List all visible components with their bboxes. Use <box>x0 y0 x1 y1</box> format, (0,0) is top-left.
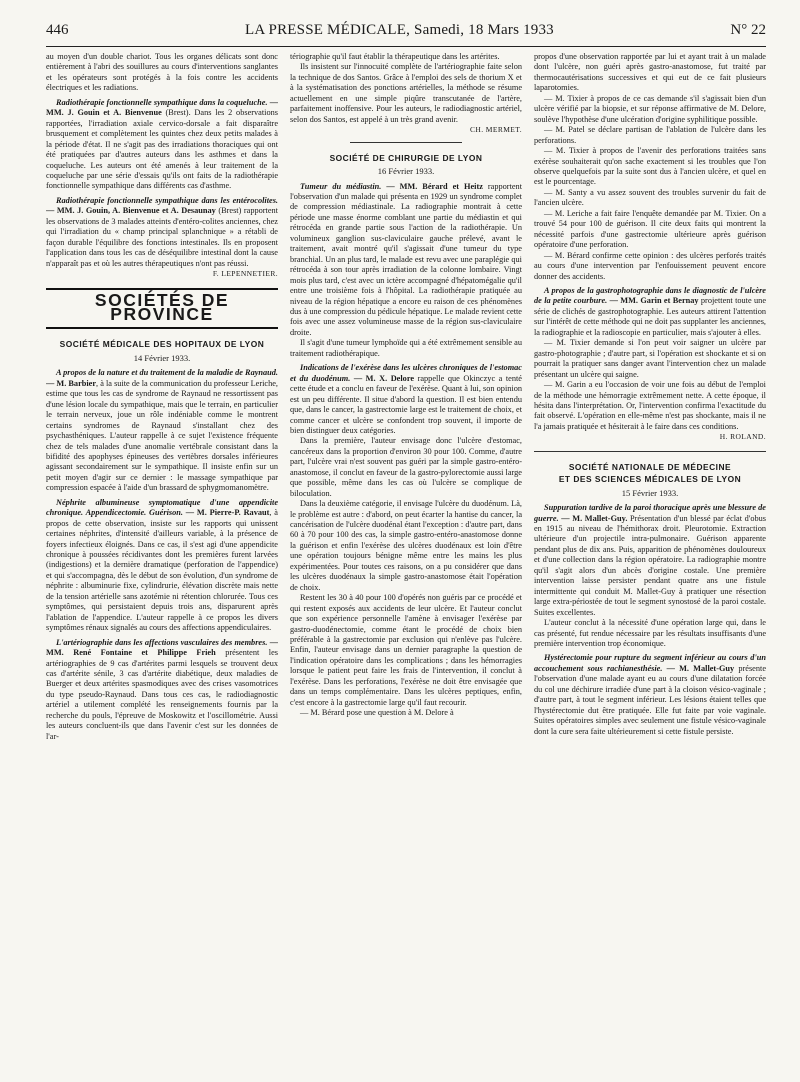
article-authors: — M. Pierre-P. Ravaut <box>182 508 270 518</box>
page-number: 446 <box>46 22 69 38</box>
divider <box>350 142 462 143</box>
paragraph: — M. Bérard confirme cette opinion : des ulcères perforés traités au cours d'une intervention par l'enfouissement peuvent encore donner des accidents. <box>534 250 766 281</box>
article-radiotherapie-enterocolites <box>46 196 278 269</box>
article-authors: — M. Mallet-Guy. <box>558 513 628 523</box>
article-text: projettent toute une série de clichés de gastrophotographie. Les auteurs attirent l'attention sur l'intérêt de cette méthode qui ne doit pas supplanter les anciennes, la radiographie et la radioscopie en particulier, mais s'ajouter à elles. <box>534 296 766 337</box>
header-rule <box>46 46 766 47</box>
signature: H. ROLAND. <box>719 432 766 442</box>
article-title: Néphrite albumineuse symptomatique d'une appendicite chronique. Appendicectomie. Guérison. <box>46 497 278 518</box>
paragraph: — M. Santy a vu assez souvent des troubles survenir du fait de l'ancien ulcère. <box>534 187 766 208</box>
section-title: SOCIÉTÉS DE PROVINCE <box>94 289 230 324</box>
article-text: rapportent l'observation d'un malade qui présenta en 1929 un syndrome complet de compression médiastinale. La radiographie montrait à cette période une masse énorme comblant une partie du médiastin et qui rétrocéda en grande partie sous l'action de la radiothérapie. Un volumineux ganglion sus-claviculaire gauche prélevé, avant le traitement, avait montré qu'il s'agissait d'une tumeur du type branchial. Un an plus tard, le malade est revu avec une paraplégie qui rétrocéda à son tour après irradiation de la colonne lombaire. Vingt mois plus tard, c'est avec un ictère accompagné d'hépatomégalie qu'il entre une troisième fois à l'hôpital. La radiothérapie pratiquée au niveau de la région hépatique a encore eu raison de ces phénomènes dus à une compression du pédicule hépatique. Le malade revient cette fois avec une assez volumineuse masse de la région sus-claviculaire droite. <box>290 181 522 337</box>
paragraph: Dans la première, l'auteur envisage donc l'ulcère d'estomac, cancéreux dans la proportion d'environ 30 pour 100. Comme, d'autre part, l'ulcère vrai n'est souvent pas guéri par la simple gastro-entéro-anastomose, il conclut en faveur de la gastro-pylorectomie aussi large que possible, même dans les cas où l'ulcère se complique de biloculation. <box>290 436 522 498</box>
article-text: Présentation d'un blessé par éclat d'obus en 1915 au niveau de l'hémithorax droit. Pleurotomie. Extraction ultérieure d'un projectile intra-pulmonaire. Guérison apparente pendant plus de dix ans. Puis, apparition de phénomènes douloureux et d'une collection dans la région opératoire. La radiographie montre qu'il s'agit alors d'un abcès d'origine costale. Une première intervention laisse persister pendant quatre ans une fistule intermittente qui conduit M. Mallet-Guy à pratiquer une résection large extra-périostée de tout le segment synostosé de la paroi costale. Suites excellentes. <box>534 513 766 617</box>
paragraph: Ils insistent sur l'innocuité complète de l'artériographie faite selon la technique de dos Santos. Grâce à l'emploi des sels de thorium X et à la systématisation des ponctions artérielles, la méthode se résume actuellement en une simple piqûre transcutanée de l'artère, parfaitement inoffensive. Pour les auteurs, le radiodiagnostic artériel, selon dos Santos, est appelé à un très grand avenir. <box>290 62 522 124</box>
article-title: Hystérectomie pour rupture du segment inférieur au cours d'un accouchement sous rachianesthésie. <box>534 653 766 673</box>
article-title: L'artériographie dans les affections vasculaires des membres. <box>56 637 268 647</box>
article-radiotherapie-coqueluche <box>46 98 278 192</box>
society-heading: SOCIÉTÉ DE CHIRURGIE DE LYON <box>329 152 483 163</box>
article-gastrophotographie <box>534 286 766 338</box>
paragraph: Dans la deuxième catégorie, il envisage l'ulcère du duodénum. Là, le problème est autre : d'abord, on peut écarter la hantise du cancer, la cancérisation de l'ulcère duodénal étant l'exception : d'autre part, dans 60 à 70 pour 100 des cas, la simple gastro-entéro-anastomose donne la guérison et enfin l'exérèse des ulcères duodénaux est loin d'être une opération toujours bénigne même entre les mains les plus expérimentées. Pour toutes ces raisons, on a pu considérer que dans les ulcères duodénaux la simple gastro-anastomose était l'opération de choix. <box>290 499 522 592</box>
article-title: Suppuration tardive de la paroi thoracique après une blessure de guerre. <box>534 503 766 523</box>
signature: CH. MERMET. <box>470 125 522 135</box>
section-banner <box>46 288 278 330</box>
paragraph: Restent les 30 à 40 pour 100 d'opérés non guéris par ce procédé et qui restent exposés aux accidents de leur ulcère. Et l'auteur conclut que son expérience personnelle l'amène à envisager l'exérèse par gastro-duodénectomie, comme étant le procédé de choix bien préférable à la gastrectomie par exclusion qui n'enlève pas l'ulcère. Enfin, l'auteur envisage dans un dernier paragraphe la question de l'indication opératoire dans les complications ; dans les hémorragies lorsque le patient peut faire les frais de l'intervention, il conclut à l'exérèse. Dans les perforations, l'exérèse ne doit être envisagée que dans un temps complémentaire. Dans les ulcères peptiques, enfin, c'est encore à la gastrectomie large qu'il faut recourir. <box>290 593 522 707</box>
columns <box>46 52 766 1070</box>
session-date: 15 Février 1933. <box>621 487 679 498</box>
paragraph: tériographie qu'il faut établir la thérapeutique dans les artérites. <box>290 52 500 61</box>
article-authors: — MM. Garin et Bernay <box>607 296 699 306</box>
article-text: présentent les artériographies de 9 cas d'artérites parmi lesquels se trouvent deux cas d'artérite sénile, 3 cas d'artérite diabétique, deux maladies de Buerger et deux artérites spasmodiques avec des crises vasomotrices du type pseudo-Raynaud. Dans tous ces cas, le radiodiagnostic artériel a utilement complété les renseignements fournis par la recherche du pouls, l'épreuve de Moskowitz et l'oscillométrie. Aussi les auteurs concluent-ils que dans l'avenir c'est sur les données de l'ar- <box>46 648 278 741</box>
society-heading <box>534 462 766 485</box>
paragraph: — M. Tixier demande si l'on peut voir saigner un ulcère par gastro-photographie ; d'autre part, si l'opération est shockante et si on pourrait la pratiquer sans danger avant l'intervention chez un malade présentant un ulcère qui saigne. <box>534 338 766 379</box>
society-heading-line-2: ET DES SCIENCES MÉDICALES DE LYON <box>558 474 742 485</box>
article-text: rappelle que Okinczyc a tenté cette étude et a conclu en faveur de l'exérèse. Quant à lui, son opinion est un peu différente. Il situe d'abord la question. Il est bien entendu que, dans le cancer, la gastrectomie large est le traitement de choix, et comme cancer et ulcère se confondent trop souvent, il importe de bien distinguer deux catégories. <box>290 373 522 435</box>
paragraph: — M. Garin a eu l'occasion de voir une fois au début de l'emploi de la méthode une hémorragie extrêmement nette. A cette époque, il hésita dans l'interprétation. Or, l'intervention confirma l'exactitude du fait observé. L'opération en elle-même n'est pas shockante, mais il ne l'a jamais pratiquée et hésiterait à le faire dans ces conditions. <box>534 380 766 431</box>
paragraph: — M. Leriche a fait faire l'enquête demandée par M. Tixier. On a trouvé 54 pour 100 de guérison. Il cite deux faits qui montrent la nécessité parfois d'une gastrectomie ultérieure après guérison opératoire d'une perforation. <box>534 208 766 250</box>
session-date: 16 Février 1933. <box>377 166 435 177</box>
article-text: , à propos de cette observation, insiste sur les rapports qui unissent certaines néphrites, d'intensité d'ailleurs variable, à la présence de foyers infectieux éloignés. Dans ce cas, il s'est agi d'une appendicite chronique à poussées récidivantes dont les premières furent larvées (indigestions) et la dernière dramatique (perforation de l'appendice) et qui s'accompagna, dès le début de son évolution, d'un syndrome de néphrite : albuminurie fixe, cylindrurie, élévation discrète mais nette de la tension artérielle sans azotémie ni rétention chlorurée. Tous ces symptômes, qui persistaient depuis trois ans, disparurent après l'ablation de l'appendice. L'auteur rappelle à ce propos les divers symptômes rénaux signalés au cours des affections appendiculaires. <box>46 508 278 633</box>
article-raynaud <box>46 368 278 493</box>
paragraph: L'auteur conclut à la nécessité d'une opération large qui, dans le cas présenté, fut rendue nécessaire par les résultats insuffisants d'une première intervention trop économique. <box>534 618 766 649</box>
article-text: , à la suite de la communication du professeur Leriche, estime que tous les cas de syndrome de Raynaud ne ressortissent pas d'une lésion locale du sympathique, mais que le terrain, en particulier le terrain nerveux, joue un rôle indéniable comme le montrent certains syndromes de Raynaud s'installant chez des psychasthéniques. L'auteur rappelle à ce sujet l'existence fréquente chez de tels malades d'une anomalie vertébrale consistant dans la bifidité des apophyses épineuses des vertèbres dorsales inférieures agissant secondairement sur le sympathique. Il insiste enfin sur un petit moyen d'agir sur ce dernier : le massage sympathique par compression espacée à l'aide d'un brassard de sphygmomanomètre. <box>46 378 278 493</box>
article-arteriographie <box>46 638 278 743</box>
paragraph: au moyen d'un double chariot. Tous les organes délicats sont donc entièrement à l'abri des souillures au cours d'interventions sanglantes et les opérateurs sont protégés à la fois contre les accidents électriques et les radiations. <box>46 52 278 93</box>
paragraph: — M. Patel se déclare partisan de l'ablation de l'ulcère dans les perforations. <box>534 125 766 145</box>
article-title: A propos de la nature et du traitement de la maladie de Raynaud. <box>56 368 278 378</box>
society-heading: SOCIÉTÉ MÉDICALE DES HOPITAUX DE LYON <box>59 339 265 350</box>
paragraph: — M. Bérard pose une question à M. Delore à <box>300 708 454 718</box>
article-authors: — M. Barbier <box>46 378 97 388</box>
paragraph: — M. Tixier à propos de ce cas demande s'il s'agissait bien d'un ulcère vérifié par la biopsie, et sur réponse affirmative de M. Delore, soulève l'hypothèse d'une ulcération d'origine syphilitique possible. <box>534 93 766 124</box>
article-authors: — MM. René Fontaine et Philippe Frieh <box>46 637 278 658</box>
paragraph: — M. Tixier à propos de l'avenir des perforations traitées sans exérèse souhaiterait qu'on sache exactement si les troubles que l'on observe quelquefois par la suite sont dus à l'ancien ulcère, et quel en est le pourcentage. <box>534 146 766 187</box>
page-header <box>46 22 766 40</box>
column-3 <box>534 52 766 1070</box>
article-text: présente l'observation d'une malade ayant eu au cours d'une dilatation forcée du col une déchirure irradiée d'une part à la cloison vésico-vaginale ; d'autre part, à tout le segment inférieur. Les lésions étaient telles que l'hystérectomie dut être pratiquée. Elle fut faite par voie vaginale. Suites opératoires simples avec seulement une fistule vésico-vaginale dont la cure sera faite ultérieurement si cette fistule persiste. <box>534 663 766 736</box>
article-hysterectomie <box>534 653 766 737</box>
article-text: (Brest). Dans les 2 observations rapportées, l'irradiation axiale cervico-dorsale a fait disparaître brusquement et complètement les quintes chez deux petits malades à la période d'état. Il ne s'agit pas des irradiations thoraciques qui ont été pratiquées par d'autres auteurs dans les asthmes et dans la coqueluche. Les auteurs ont été amenés à leur traitement de la coqueluche par une série d'essais qu'ils ont faits de la radiothérapie fonctionnelle sympathique dans différents cas d'asthme. <box>46 108 278 191</box>
issue-number: N° 22 <box>730 22 766 38</box>
column-1 <box>46 52 278 1070</box>
society-heading-line-1: SOCIÉTÉ NATIONALE DE MÉDECINE <box>568 461 732 472</box>
article-authors: — MM. J. Gouin, A. Bienvenue et A. Desaunay <box>46 206 216 216</box>
signature: F. LEPENNETIER. <box>212 269 278 279</box>
paragraph: propos d'une observation rapportée par lui et ayant trait à un malade dont l'ulcère, non guéri après gastro-anastomose, fut traité par thermocautérisations successives et qui eut de ce fait plusieurs laparotomies. <box>534 52 766 93</box>
article-authors: — M. Mallet-Guy <box>662 663 735 673</box>
article-title: Radiothérapie fonctionnelle sympathique dans la coqueluche. <box>56 97 268 107</box>
publication-title: LA PRESSE MÉDICALE, Samedi, 18 Mars 1933 <box>245 22 554 38</box>
column-2 <box>290 52 522 1070</box>
article-title: Indications de l'exérèse dans les ulcères chroniques de l'estomac et du duodénum. <box>290 363 522 383</box>
article-title: Tumeur du médiastin. <box>300 181 382 191</box>
article-title: A propos de la gastrophotographie dans le diagnostic de l'ulcère de la petite courbure. <box>534 285 766 306</box>
article-title: Radiothérapie fonctionnelle sympathique dans les entérocolites. <box>56 195 278 205</box>
article-authors: — MM. Bérard et Heitz <box>381 181 483 191</box>
divider <box>534 451 766 452</box>
article-nephrite <box>46 498 278 634</box>
article-suppuration <box>534 503 766 618</box>
article-authors: — MM. J. Gouin et A. Bienvenue <box>46 97 278 118</box>
article-exerese-ulceres <box>290 363 522 436</box>
paragraph: Il s'agit d'une tumeur lymphoïde qui a été extrêmement sensible au traitement radiothérapique. <box>290 338 522 358</box>
article-text: (Brest) rapportent les observations de 3 malades atteints d'entéro-colites anciennes, chez qui l'irradiation du « champ principal splanchnique » a rétabli de façon durable l'équilibre des fonctions intestinales. Ils en proposent l'application dans tous les cas de déséquilibre intestinal dont la cause n'apparaît pas et où les autres thérapeutiques n'ont pas réussi. <box>46 206 278 268</box>
session-date: 14 Février 1933. <box>133 352 191 363</box>
article-tumeur-mediastin <box>290 182 522 339</box>
article-authors: — M. X. Delore <box>350 373 415 383</box>
